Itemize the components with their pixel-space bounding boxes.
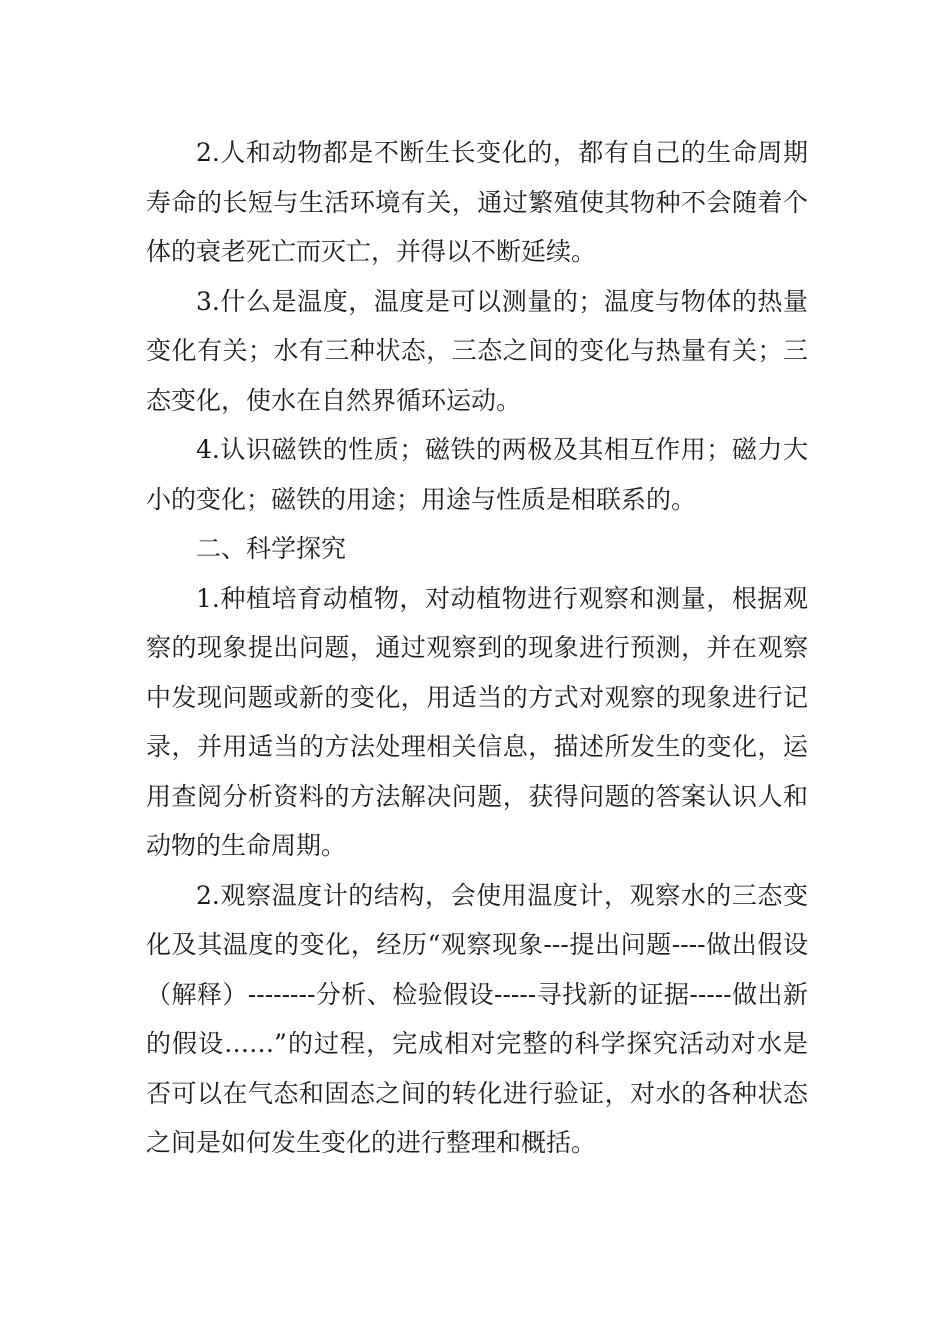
paragraph-plants-animals-observation: 1.种植培育动植物，对动植物进行观察和测量，根据观察的现象提出问题，通过观察到的现象进行预测，并在观察中发现问题或新的变化，用适当的方式对观察的现象进行记录，并用适当的方法处理相关信息，描述所发生的变化，运用查阅分析资料的方法解决问题，获得问题的答案认识人和动物的生命周期。 (146, 583, 808, 860)
document-body (146, 128, 808, 1168)
paragraph-thermometer-water-states: 2.观察温度计的结构，会使用温度计，观察水的三态变化及其温度的变化，经历“观察现象---提出问题----做出假设（解释）--------分析、检验假设-----寻找新的证据-----做出新的假设……”的过程，完成相对完整的科学探究活动对水是否可以在气态和固态之间的转化进行验证，对水的各种状态之间是如何发生变化的进行整理和概括。 (146, 880, 808, 1157)
section-heading-science-inquiry: 二、科学探究 (196, 534, 347, 563)
paragraph-magnets: 4.认识磁铁的性质；磁铁的两极及其相互作用；磁力大小的变化；磁铁的用途；用途与性质是相联系的。 (146, 435, 808, 514)
paragraph-life-cycle: 2.人和动物都是不断生长变化的，都有自己的生命周期寿命的长短与生活环境有关，通过繁殖使其物种不会随着个体的衰老死亡而灭亡，并得以不断延续。 (146, 138, 808, 266)
paragraph-temperature: 3.什么是温度，温度是可以测量的；温度与物体的热量变化有关；水有三种状态，三态之间的变化与热量有关；三态变化，使水在自然界循环运动。 (146, 286, 808, 415)
